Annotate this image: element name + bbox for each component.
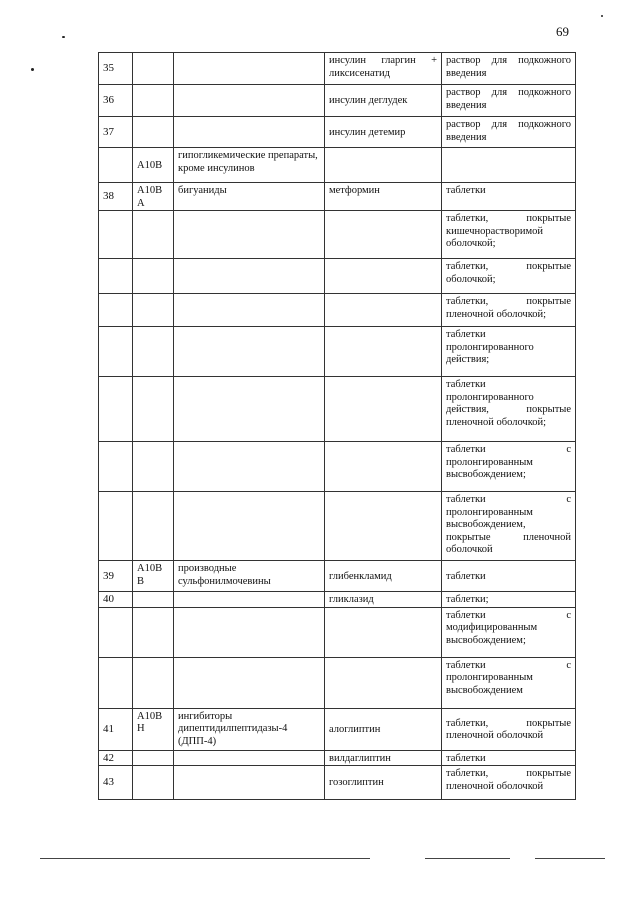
table-row (99, 148, 576, 183)
inn-name: инсулин деглудек (325, 85, 442, 117)
atc-code (133, 211, 174, 259)
dosage-form: таблетки пролонгированного действия, покрытые пленочной оболочкой; (442, 377, 576, 442)
group-name (174, 53, 325, 85)
inn-name (325, 148, 442, 183)
dosage-form: таблетки, покрытые пленочной оболочкой; (442, 294, 576, 327)
table-row (99, 259, 576, 294)
atc-code (133, 442, 174, 492)
table-row (99, 211, 576, 259)
row-number (99, 657, 133, 708)
dosage-form: таблетки с пролонгированным высвобождением; (442, 442, 576, 492)
row-number: 40 (99, 592, 133, 608)
atc-code (133, 377, 174, 442)
inn-name: гозоглиптин (325, 766, 442, 800)
page-number: 69 (556, 24, 569, 39)
atc-code: A10B A (133, 183, 174, 211)
table-row (99, 607, 576, 657)
dosage-form: таблетки (442, 183, 576, 211)
table-row (99, 561, 576, 592)
row-number (99, 211, 133, 259)
scan-edge-line (425, 858, 510, 859)
scan-speck (601, 15, 603, 17)
dosage-form: таблетки (442, 561, 576, 592)
atc-code: A10B (133, 148, 174, 183)
atc-code (133, 294, 174, 327)
row-number: 35 (99, 53, 133, 85)
group-name: бигуаниды (174, 183, 325, 211)
inn-name (325, 294, 442, 327)
atc-code: A10B B (133, 561, 174, 592)
group-name (174, 492, 325, 561)
atc-code (133, 607, 174, 657)
group-name (174, 117, 325, 148)
row-number: 36 (99, 85, 133, 117)
group-name: производные сульфонилмочевины (174, 561, 325, 592)
table-row (99, 592, 576, 608)
medicines-table (98, 52, 576, 800)
row-number: 41 (99, 708, 133, 750)
dosage-form: таблетки, покрытые кишечнорастворимой оболочкой; (442, 211, 576, 259)
group-name (174, 750, 325, 766)
table-row (99, 442, 576, 492)
inn-name (325, 492, 442, 561)
group-name (174, 259, 325, 294)
inn-name (325, 211, 442, 259)
inn-name: вилдаглиптин (325, 750, 442, 766)
scan-edge-line (535, 858, 605, 859)
dosage-form: раствор для подкожного введения (442, 85, 576, 117)
dosage-form: таблетки (442, 750, 576, 766)
inn-name: алоглиптин (325, 708, 442, 750)
row-number (99, 259, 133, 294)
group-name (174, 377, 325, 442)
atc-code (133, 657, 174, 708)
dosage-form: таблетки, покрытые пленочной оболочкой (442, 766, 576, 800)
group-name (174, 211, 325, 259)
atc-code (133, 259, 174, 294)
dosage-form: таблетки с модифицированным высвобождением; (442, 607, 576, 657)
row-number (99, 294, 133, 327)
atc-code (133, 492, 174, 561)
dosage-form (442, 148, 576, 183)
group-name (174, 442, 325, 492)
group-name (174, 327, 325, 377)
atc-code (133, 592, 174, 608)
inn-name (325, 442, 442, 492)
inn-name: гликлазид (325, 592, 442, 608)
atc-code (133, 766, 174, 800)
table-row (99, 492, 576, 561)
scan-speck (62, 36, 65, 38)
dosage-form: таблетки с пролонгированным высвобождением (442, 657, 576, 708)
atc-code (133, 327, 174, 377)
inn-name (325, 259, 442, 294)
row-number (99, 327, 133, 377)
row-number (99, 377, 133, 442)
group-name (174, 657, 325, 708)
row-number: 38 (99, 183, 133, 211)
row-number: 43 (99, 766, 133, 800)
table-row (99, 377, 576, 442)
dosage-form: таблетки, покрытые оболочкой; (442, 259, 576, 294)
row-number (99, 492, 133, 561)
group-name: гипогликемические препараты, кроме инсулинов (174, 148, 325, 183)
table-row (99, 183, 576, 211)
dosage-form: раствор для подкожного введения (442, 117, 576, 148)
inn-name (325, 607, 442, 657)
scan-speck (31, 68, 34, 71)
row-number: 37 (99, 117, 133, 148)
atc-code (133, 53, 174, 85)
inn-name: инсулин гларгин + ликсисенатид (325, 53, 442, 85)
dosage-form: раствор для подкожного введения (442, 53, 576, 85)
group-name (174, 766, 325, 800)
group-name (174, 294, 325, 327)
table-row (99, 708, 576, 750)
table-row (99, 53, 576, 85)
group-name (174, 607, 325, 657)
table-row (99, 117, 576, 148)
dosage-form: таблетки пролонгированного действия; (442, 327, 576, 377)
table-row (99, 327, 576, 377)
row-number (99, 148, 133, 183)
table-row (99, 750, 576, 766)
atc-code (133, 85, 174, 117)
atc-code: A10B H (133, 708, 174, 750)
atc-code (133, 117, 174, 148)
dosage-form: таблетки с пролонгированным высвобождением, покрытые пленочной оболочкой (442, 492, 576, 561)
row-number: 39 (99, 561, 133, 592)
scan-edge-line (40, 858, 370, 859)
dosage-form: таблетки, покрытые пленочной оболочкой (442, 708, 576, 750)
inn-name (325, 657, 442, 708)
inn-name (325, 327, 442, 377)
table-row (99, 294, 576, 327)
atc-code (133, 750, 174, 766)
row-number (99, 442, 133, 492)
table-row (99, 657, 576, 708)
group-name (174, 592, 325, 608)
row-number (99, 607, 133, 657)
table-row (99, 85, 576, 117)
inn-name: глибенкламид (325, 561, 442, 592)
inn-name (325, 377, 442, 442)
row-number: 42 (99, 750, 133, 766)
group-name: ингибиторы дипептидилпептидазы-4 (ДПП-4) (174, 708, 325, 750)
table-row (99, 766, 576, 800)
inn-name: инсулин детемир (325, 117, 442, 148)
group-name (174, 85, 325, 117)
inn-name: метформин (325, 183, 442, 211)
dosage-form: таблетки; (442, 592, 576, 608)
